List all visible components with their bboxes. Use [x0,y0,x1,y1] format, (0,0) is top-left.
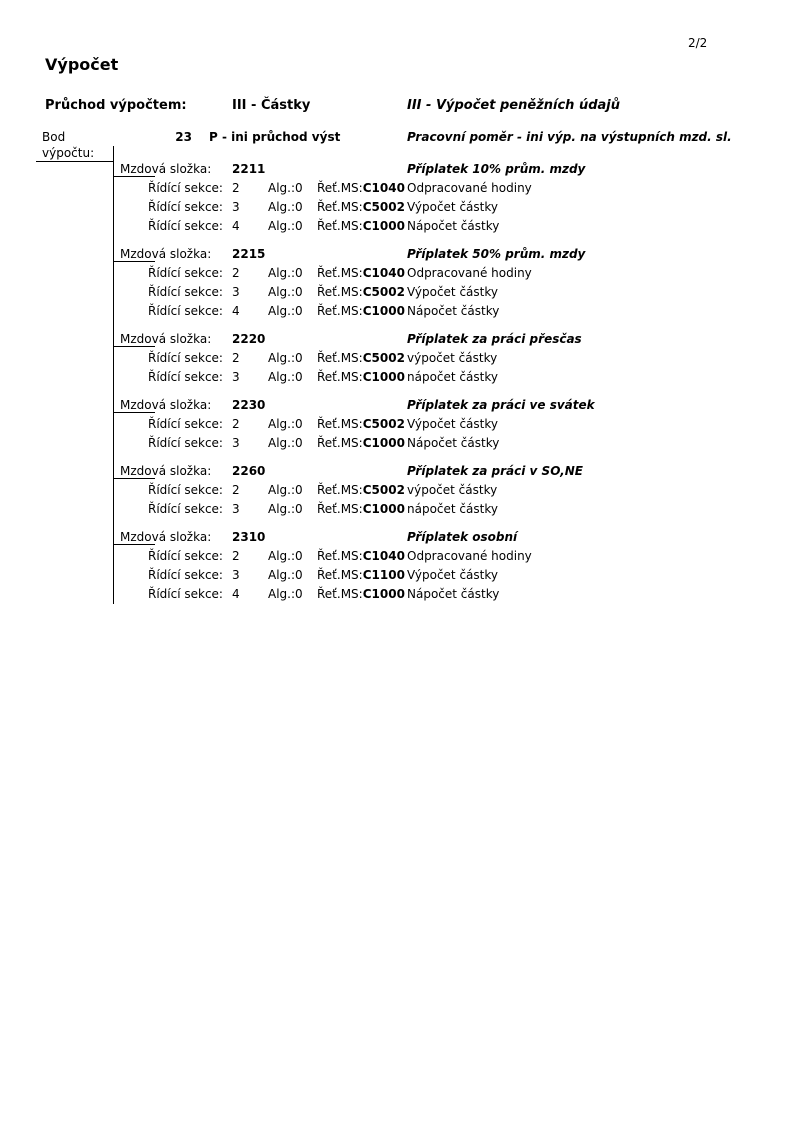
control-section-row [0,349,794,368]
control-section-row [0,217,794,236]
group-rows [0,415,794,453]
alg-field [268,264,303,283]
chain-label: Řeť.MS: [317,417,363,431]
section-label: Řídící sekce: [148,181,223,195]
section-value: 2 [232,549,240,563]
alg-field [268,198,303,217]
chain-label: Řeť.MS: [317,304,363,318]
alg-value: 0 [295,436,303,450]
alg-field [268,349,303,368]
alg-value: 0 [295,266,303,280]
section-value: 3 [232,370,240,384]
section-label: Řídící sekce: [148,417,223,431]
row-description: Výpočet částky [407,200,498,214]
control-section-row [0,368,794,387]
section-label: Řídící sekce: [148,483,223,497]
wage-component-group [0,330,794,387]
wage-component-group [0,528,794,604]
group-title: Příplatek 50% prům. mzdy [407,247,586,261]
chain-code: C1000 [362,502,405,516]
chain-code: C1000 [362,436,405,450]
alg-label: Alg.: [268,351,296,365]
control-section-row [0,415,794,434]
row-description: Odpracované hodiny [407,549,532,563]
chain-field [317,566,405,585]
section-value: 4 [232,304,240,318]
section-label: Řídící sekce: [148,266,223,280]
chain-code: C5002 [362,483,405,497]
group-code: 2215 [232,247,266,261]
control-section-row [0,283,794,302]
alg-field [268,368,303,387]
alg-field [268,585,303,604]
chain-label: Řeť.MS: [317,181,363,195]
chain-field [317,434,405,453]
section-value: 2 [232,181,240,195]
section-value: 4 [232,219,240,233]
alg-field [268,302,303,321]
pass-label: Průchod výpočtem: [45,98,187,113]
alg-label: Alg.: [268,483,296,497]
chain-label: Řeť.MS: [317,568,363,582]
control-section-row [0,547,794,566]
chain-label: Řeť.MS: [317,285,363,299]
wage-component-group [0,245,794,321]
alg-label: Alg.: [268,219,296,233]
alg-label: Alg.: [268,502,296,516]
control-section-row [0,434,794,453]
chain-code: C1100 [362,568,405,582]
point-name: P - ini průchod výst [209,130,341,144]
row-description: Výpočet částky [407,568,498,582]
alg-value: 0 [295,483,303,497]
pass-value: III - Částky [232,98,311,113]
alg-value: 0 [295,549,303,563]
section-label: Řídící sekce: [148,200,223,214]
group-rows [0,349,794,387]
chain-label: Řeť.MS: [317,200,363,214]
control-section-row [0,500,794,519]
group-label: Mzdová složka: [120,332,212,346]
alg-label: Alg.: [268,417,296,431]
group-code: 2230 [232,398,266,412]
group-code: 2220 [232,332,266,346]
wage-component-header [0,528,794,547]
section-value: 2 [232,417,240,431]
alg-value: 0 [295,417,303,431]
group-label: Mzdová složka: [120,162,212,176]
row-description: Nápočet částky [407,587,500,601]
chain-field [317,179,405,198]
alg-field [268,500,303,519]
section-label: Řídící sekce: [148,502,223,516]
pass-description: III - Výpočet peněžních údajů [407,98,620,113]
control-section-row [0,264,794,283]
section-value: 2 [232,483,240,497]
alg-field [268,481,303,500]
section-value: 3 [232,502,240,516]
alg-label: Alg.: [268,370,296,384]
chain-code: C1000 [362,219,405,233]
section-label: Řídící sekce: [148,370,223,384]
alg-field [268,566,303,585]
alg-label: Alg.: [268,266,296,280]
page-title: Výpočet [45,55,119,74]
alg-label: Alg.: [268,436,296,450]
section-label: Řídící sekce: [148,549,223,563]
chain-code: C1000 [362,370,405,384]
chain-field [317,585,405,604]
alg-field [268,547,303,566]
row-description: Výpočet částky [407,417,498,431]
point-label: Bod výpočtu: [36,129,113,162]
alg-value: 0 [295,351,303,365]
section-value: 3 [232,436,240,450]
alg-field [268,179,303,198]
group-title: Příplatek za práci ve svátek [407,398,595,412]
chain-field [317,198,405,217]
chain-code: C5002 [362,200,405,214]
group-rows [0,264,794,321]
group-label: Mzdová složka: [120,530,212,544]
chain-field [317,264,405,283]
alg-value: 0 [295,568,303,582]
chain-code: C1040 [362,181,405,195]
group-label: Mzdová složka: [120,247,212,261]
row-description: Nápočet částky [407,436,500,450]
group-code: 2310 [232,530,266,544]
chain-field [317,349,405,368]
row-description: výpočet částky [407,483,498,497]
calculation-pass-row [0,98,794,116]
chain-label: Řeť.MS: [317,219,363,233]
chain-label: Řeť.MS: [317,351,363,365]
wage-component-header [0,462,794,481]
row-description: Odpracované hodiny [407,266,532,280]
section-value: 2 [232,266,240,280]
chain-field [317,217,405,236]
section-label: Řídící sekce: [148,285,223,299]
alg-value: 0 [295,370,303,384]
control-section-row [0,481,794,500]
alg-field [268,217,303,236]
alg-label: Alg.: [268,304,296,318]
chain-field [317,547,405,566]
chain-label: Řeť.MS: [317,436,363,450]
chain-label: Řeť.MS: [317,266,363,280]
chain-field [317,302,405,321]
chain-code: C5002 [362,417,405,431]
chain-field [317,283,405,302]
alg-value: 0 [295,200,303,214]
chain-code: C1000 [362,587,405,601]
row-description: výpočet částky [407,351,498,365]
group-label: Mzdová složka: [120,398,212,412]
alg-label: Alg.: [268,285,296,299]
chain-code: C1040 [362,549,405,563]
section-label: Řídící sekce: [148,436,223,450]
wage-component-group [0,462,794,519]
group-label: Mzdová složka: [120,464,212,478]
alg-label: Alg.: [268,568,296,582]
wage-component-groups [0,160,794,613]
control-section-row [0,585,794,604]
row-description: Odpracované hodiny [407,181,532,195]
section-label: Řídící sekce: [148,568,223,582]
control-section-row [0,566,794,585]
chain-field [317,481,405,500]
alg-value: 0 [295,219,303,233]
chain-code: C1040 [362,266,405,280]
section-value: 4 [232,587,240,601]
chain-code: C5002 [362,351,405,365]
section-value: 3 [232,285,240,299]
alg-field [268,415,303,434]
page-number: 2/2 [688,36,708,50]
row-description: nápočet částky [407,370,498,384]
row-description: nápočet částky [407,502,498,516]
chain-field [317,368,405,387]
chain-field [317,415,405,434]
chain-label: Řeť.MS: [317,587,363,601]
group-rows [0,547,794,604]
chain-label: Řeť.MS: [317,502,363,516]
chain-code: C5002 [362,285,405,299]
chain-field [317,500,405,519]
group-title: Příplatek osobní [407,530,518,544]
section-label: Řídící sekce: [148,304,223,318]
alg-label: Alg.: [268,200,296,214]
chain-label: Řeť.MS: [317,483,363,497]
group-title: Příplatek 10% prům. mzdy [407,162,586,176]
section-label: Řídící sekce: [148,587,223,601]
section-label: Řídící sekce: [148,219,223,233]
alg-label: Alg.: [268,181,296,195]
section-value: 3 [232,568,240,582]
alg-field [268,434,303,453]
control-section-row [0,302,794,321]
section-label: Řídící sekce: [148,351,223,365]
wage-component-group [0,160,794,236]
alg-field [268,283,303,302]
row-description: Nápočet částky [407,219,500,233]
control-section-row [0,198,794,217]
alg-value: 0 [295,181,303,195]
section-value: 3 [232,200,240,214]
wage-component-header [0,330,794,349]
section-value: 2 [232,351,240,365]
group-title: Příplatek za práci přesčas [407,332,582,346]
group-code: 2260 [232,464,266,478]
wage-component-header [0,396,794,415]
calculation-point-row [0,129,794,160]
wage-component-header [0,245,794,264]
alg-value: 0 [295,587,303,601]
chain-label: Řeť.MS: [317,370,363,384]
alg-label: Alg.: [268,549,296,563]
alg-value: 0 [295,285,303,299]
point-number: 23 [175,130,192,144]
alg-value: 0 [295,304,303,318]
group-rows [0,179,794,236]
wage-component-header [0,160,794,179]
alg-value: 0 [295,502,303,516]
point-description: Pracovní poměr - ini výp. na výstupních mzd. sl. [407,130,732,144]
row-description: Nápočet částky [407,304,500,318]
group-rows [0,481,794,519]
group-title: Příplatek za práci v SO,NE [407,464,583,478]
chain-label: Řeť.MS: [317,549,363,563]
alg-label: Alg.: [268,587,296,601]
group-code: 2211 [232,162,266,176]
chain-code: C1000 [362,304,405,318]
control-section-row [0,179,794,198]
row-description: Výpočet částky [407,285,498,299]
wage-component-group [0,396,794,453]
